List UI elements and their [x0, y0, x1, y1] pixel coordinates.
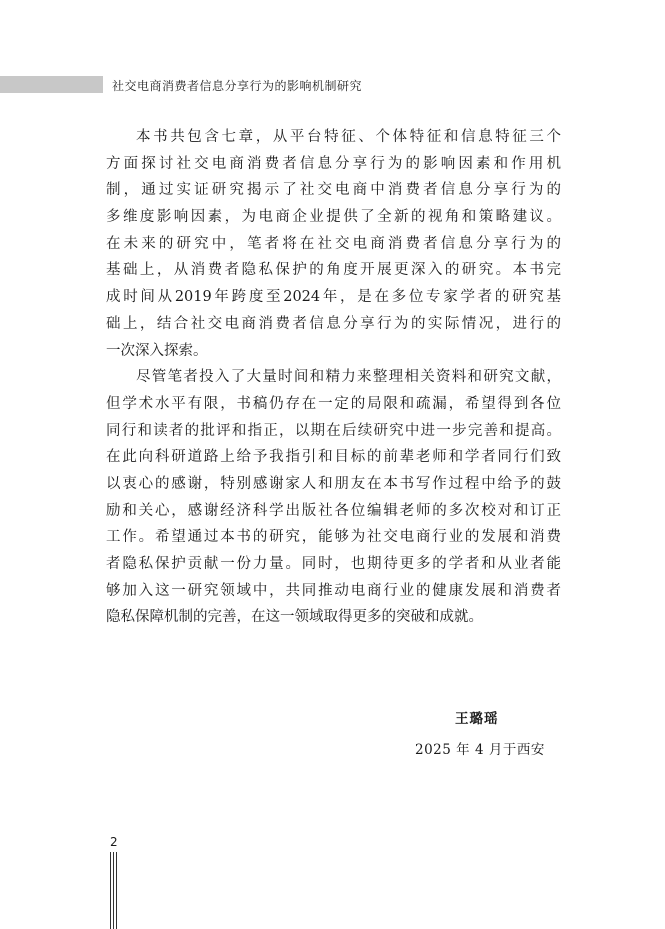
text-line: 尽管笔者投入了大量时间和精力来整理相关资料和研究文献， [136, 369, 561, 386]
text-line: 本书共包含七章，从平台特征、个体特征和信息特征三个 [136, 129, 561, 145]
text-line: 基础上，从消费者隐私保护的角度开展更深入的研究。本书完 [106, 262, 561, 279]
text-line: 隐私保障机制的完善，在这一领域取得更多的突破和成就。 [106, 609, 483, 626]
text-line: 工作。希望通过本书的研究，能够为社交电商行业的发展和消费 [106, 529, 561, 546]
header-bar [0, 76, 103, 93]
body-text [106, 124, 561, 631]
text-line: 础上，结合社交电商消费者信息分享行为的实际情况，进行的 [106, 315, 561, 332]
page-number: 2 [110, 835, 118, 849]
text-line: 方面探讨社交电商消费者信息分享行为的影响因素和作用机 [106, 155, 561, 172]
text-line: 在未来的研究中，笔者将在社交电商消费者信息分享行为的 [106, 235, 561, 252]
text-line: 一次深入探索。 [106, 342, 208, 359]
text-line: 以衷心的感谢，特别感谢家人和朋友在本书写作过程中给予的鼓 [106, 475, 561, 492]
text-line: 同行和读者的批评和指正，以期在后续研究中进一步完善和提高。 [106, 422, 561, 439]
text-line: 制，通过实证研究揭示了社交电商中消费者信息分享行为的 [106, 182, 561, 199]
text-line: 励和关心，感谢经济科学出版社各位编辑老师的多次校对和订正 [106, 502, 561, 519]
margin-rule-lines [110, 852, 120, 929]
text-line: 多维度影响因素，为电商企业提供了全新的视角和策略建议。 [106, 209, 561, 226]
text-line: 者隐私保护贡献一份力量。同时，也期待更多的学者和从业者能 [106, 556, 561, 572]
text-line: 成时间从2019年跨度至2024年，是在多位专家学者的研究基 [106, 289, 561, 306]
text-line: 但学术水平有限，书稿仍存在一定的局限和疏漏，希望得到各位 [106, 395, 561, 412]
running-header-title: 社交电商消费者信息分享行为的影响机制研究 [112, 79, 363, 93]
text-line: 在此向科研道路上给予我指引和目标的前辈老师和学者同行们致 [106, 449, 561, 466]
text-line: 够加入这一研究领域中，共同推动电商行业的健康发展和消费者 [106, 582, 561, 599]
author-name: 王璐瑶 [455, 711, 499, 727]
date-place: 2025 年 4 月于西安 [415, 742, 545, 758]
